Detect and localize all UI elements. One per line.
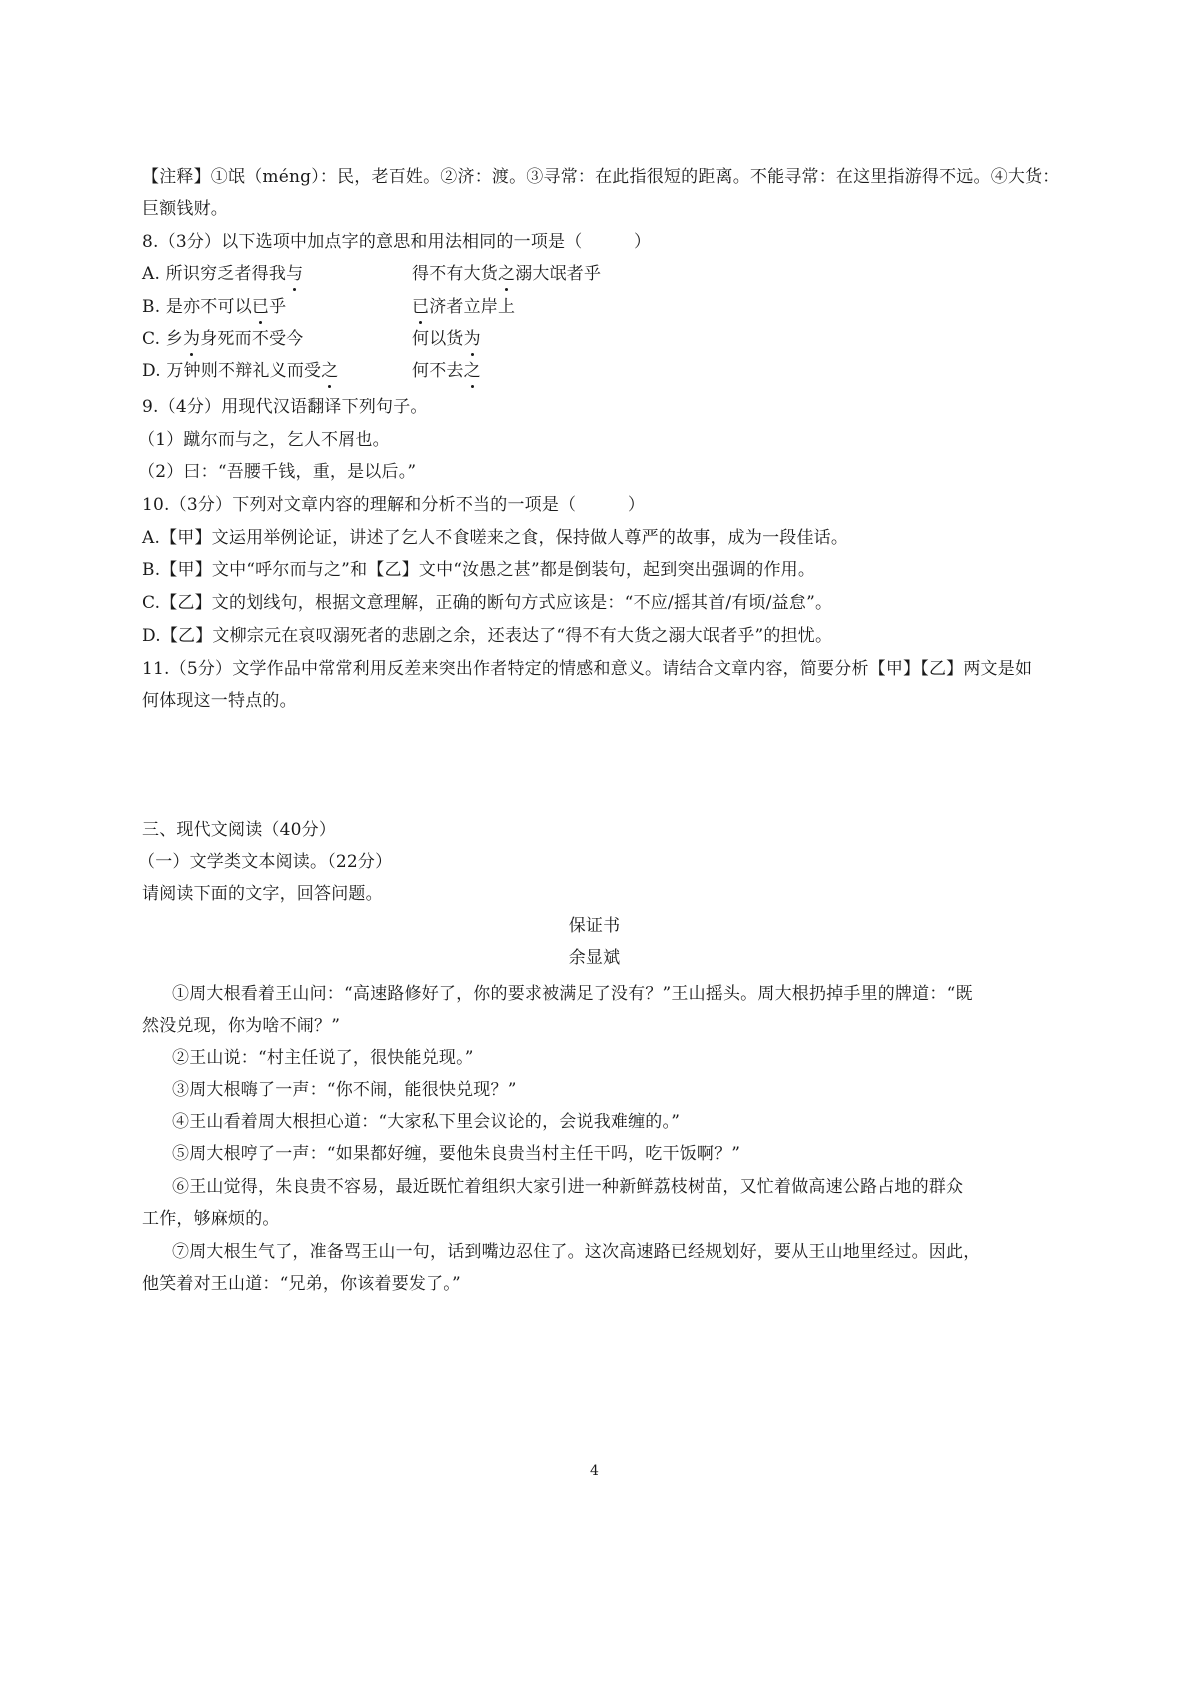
q8-stem: 8.（3分）以下选项中加点字的意思和用法相同的一项是（ ）: [142, 232, 652, 252]
q8-option-c-right: 何以货为: [412, 329, 481, 349]
q8-option-c-right-dotted: 为: [463, 329, 481, 349]
q8-option-a-right: 得不有大货之溺大氓者乎: [412, 264, 602, 284]
note-line-2: 巨额钱财。: [142, 199, 228, 219]
story-author: 余显斌: [568, 948, 621, 968]
story-para-3: ③周大根嗨了一声：“你不闹，能很快兑现？”: [172, 1080, 517, 1100]
q10-option-b: B.【甲】文中“呼尔而与之”和【乙】文中“汝愚之甚”都是倒装句，起到突出强调的作用。: [142, 560, 816, 580]
story-para-2: ②王山说：“村主任说了，很快能兑现。”: [172, 1048, 474, 1068]
q8-option-b-right: 已济者立岸上: [412, 297, 516, 317]
story-para-7-line-2: 他笑着对王山道：“兄弟，你该着要发了。”: [142, 1274, 461, 1294]
q8-option-c-left-dotted: 为: [183, 329, 201, 349]
q8-option-b-left-dotted: 已: [251, 297, 270, 317]
q9-stem: 9.（4分）用现代汉语翻译下列句子。: [142, 397, 428, 417]
story-para-6-line-1: ⑥王山觉得，朱良贵不容易，最近既忙着组织大家引进一种新鲜荔枝树苗，又忙着做高速公路占地的群众: [172, 1177, 964, 1197]
story-para-5: ⑤周大根哼了一声：“如果都好缠，要他朱良贵当村主任干吗，吃干饭啊？”: [172, 1144, 741, 1164]
q8-option-a-left-dotted: 与: [286, 264, 304, 284]
section-3-subtitle: （一）文学类文本阅读。（22分）: [138, 852, 393, 872]
q8-option-a-left: A. 所识穷乏者得我与: [142, 264, 304, 284]
q8-option-c-left: C. 乡为身死而不受今: [142, 329, 304, 349]
q8-option-d-left-dotted: 之: [321, 361, 339, 381]
q8-option-b-left: B. 是亦不可以已乎: [142, 297, 287, 317]
story-para-4: ④王山看着周大根担心道：“大家私下里会议论的，会说我难缠的。”: [172, 1112, 681, 1132]
q10-stem: 10.（3分）下列对文章内容的理解和分析不当的一项是（ ）: [142, 495, 646, 515]
q11-line-1: 11.（5分）文学作品中常常利用反差来突出作者特定的情感和意义。请结合文章内容，简要分析【甲】【乙】两文是如: [142, 659, 1033, 679]
q8-option-d-right: 何不去之: [412, 361, 481, 381]
page-number: 4: [590, 1463, 599, 1479]
q8-option-d-right-dotted: 之: [463, 361, 481, 381]
q8-option-d-left: D. 万钟则不辩礼义而受之: [142, 361, 339, 381]
story-para-1-line-2: 然没兑现，你为啥不闹？”: [142, 1016, 341, 1036]
q9-item-2: （2）曰：“吾腰千钱，重，是以后。”: [138, 462, 417, 482]
q9-item-1: （1）蹴尔而与之，乞人不屑也。: [138, 430, 390, 450]
note-line-1: 【注释】①氓（méng）：民，老百姓。②济：渡。③寻常：在此指很短的距离。不能寻常：在这里指游得不远。④大货：: [142, 167, 1060, 187]
story-para-6-line-2: 工作，够麻烦的。: [142, 1209, 280, 1229]
section-3-title: 三、现代文阅读（40分）: [142, 820, 337, 840]
section-3-instruction: 请阅读下面的文字，回答问题。: [142, 884, 383, 904]
story-para-7-line-1: ⑦周大根生气了，准备骂王山一句，话到嘴边忍住了。这次高速路已经规划好，要从王山地里经过。因此，: [172, 1242, 981, 1262]
q8-option-a-right-dotted: 之: [498, 264, 516, 284]
q10-option-c: C.【乙】文的划线句，根据文意理解，正确的断句方式应该是：“不应/摇其首/有顷/益怠”。: [142, 593, 833, 613]
q11-line-2: 何体现这一特点的。: [142, 691, 297, 711]
q10-option-a: A.【甲】文运用举例论证，讲述了乞人不食嗟来之食，保持做人尊严的故事，成为一段佳话。: [142, 528, 849, 548]
q10-option-d: D.【乙】文柳宗元在哀叹溺死者的悲剧之余，还表达了“得不有大货之溺大氓者乎”的担忧。: [142, 626, 833, 646]
story-para-1-line-1: ①周大根看着王山问：“高速路修好了，你的要求被满足了没有？”王山摇头。周大根扔掉手里的牌道：“既: [172, 984, 973, 1004]
q8-option-b-right-dotted: 已: [412, 297, 430, 317]
story-title: 保证书: [568, 916, 621, 936]
